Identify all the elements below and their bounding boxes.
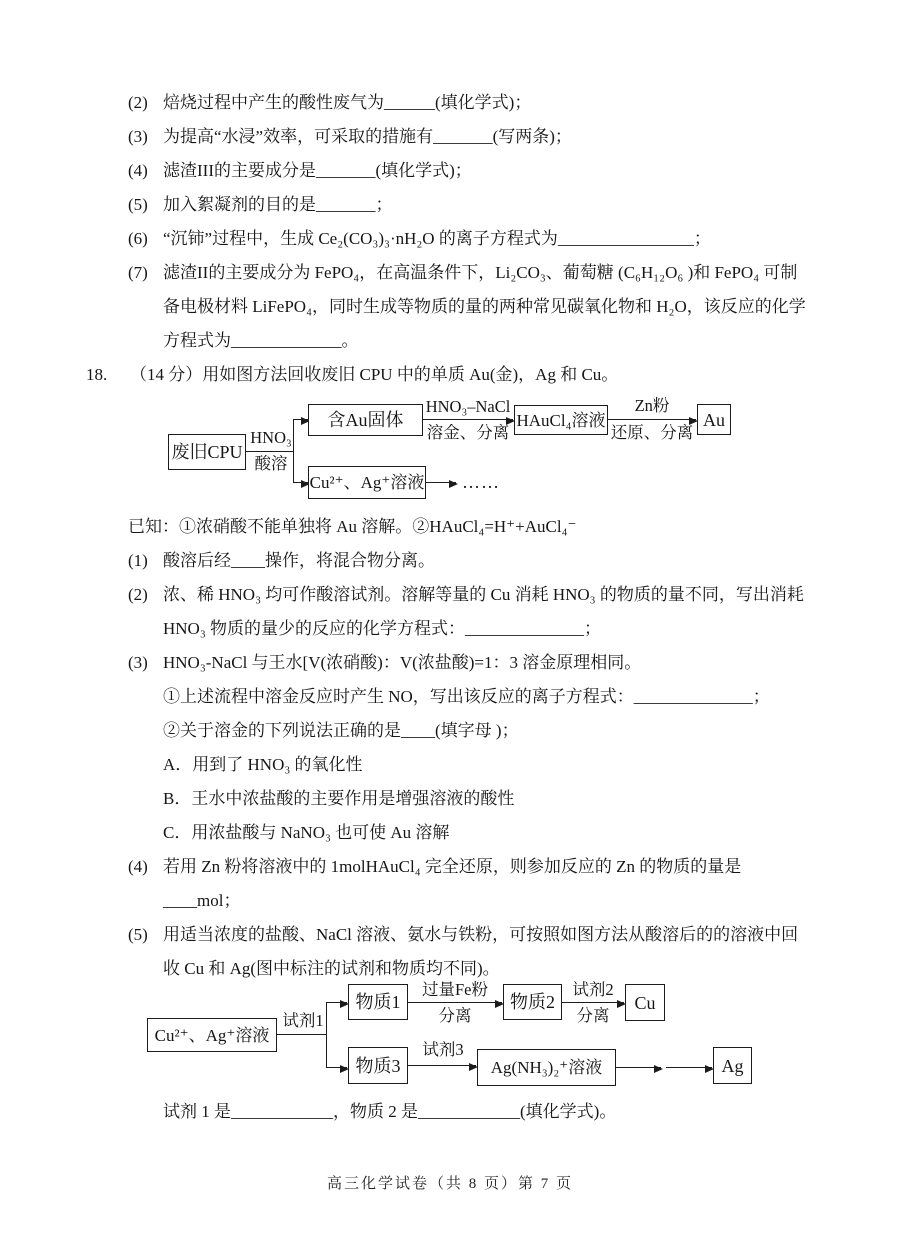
flow-arrow xyxy=(423,419,513,420)
branch-line xyxy=(326,1002,327,1068)
label-reagent-2: 试剂2 xyxy=(572,980,614,999)
label-ellipsis: …… xyxy=(462,472,500,492)
q17-item-4 xyxy=(128,154,812,188)
label-separate-2: 分离 xyxy=(576,1006,610,1025)
q18-option-b: B．王水中浓盐酸的主要作用是增强溶液的酸性 xyxy=(163,789,515,808)
known-facts-line: 已知：①浓硝酸不能单独将 Au 溶解。②HAuCl₄=H⁺+AuCl₄⁻ xyxy=(128,517,577,536)
label-zn-powder: Zn粉 xyxy=(634,396,670,415)
item-number: (2) xyxy=(128,93,148,112)
item-number: (5) xyxy=(128,925,148,944)
cu-ag-recovery-flowchart xyxy=(0,980,900,1095)
label-acid-dissolve: 酸溶 xyxy=(254,454,288,473)
q18-heading xyxy=(86,358,812,392)
q18-item-3 xyxy=(128,646,812,680)
item-text: 焙烧过程中产生的酸性废气为______(填化学式)； xyxy=(163,93,532,112)
box-au: Au xyxy=(697,404,731,435)
flow-arrow xyxy=(326,1067,347,1068)
item-text: HNO₃-NaCl 与王水[V(浓硝酸)：V(浓盐酸)=1：3 溶金原理相同。 xyxy=(163,653,642,672)
item-number: (4) xyxy=(128,161,148,180)
q18-item-4 xyxy=(128,850,812,918)
item-number: (6) xyxy=(128,229,148,248)
page-content xyxy=(86,86,812,1129)
flow-arrow xyxy=(616,1067,661,1068)
item-text: 滤渣III的主要成分是_______(填化学式)； xyxy=(163,161,472,180)
q18-intro-text: （14 分）用如图方法回收废旧 CPU 中的单质 Au(金)，Ag 和 Cu。 xyxy=(130,365,619,384)
item-text: 滤渣II的主要成分为 FePO₄，在高温条件下，Li₂CO₃、葡萄糖 (C₆H₁₂O₆ )和 FePO₄ 可制备电极材料 LiFePO₄，同时生成等物质的量的两种常见碳氧化物和 H₂O，该反应的化学方程式为_____________。 xyxy=(163,263,806,350)
box-waste-cpu: 废旧CPU xyxy=(168,434,246,470)
connector-line xyxy=(246,451,294,452)
box-cu: Cu xyxy=(625,984,665,1021)
flow-arrow xyxy=(426,482,456,483)
label-dissolve-gold-separate: 溶金、分离 xyxy=(426,423,510,442)
label-reagent-1: 试剂1 xyxy=(282,1011,324,1030)
q18-sub-circle2: ②关于溶金的下列说法正确的是____(填字母 )； xyxy=(163,721,519,740)
label-separate-1: 分离 xyxy=(438,1006,472,1025)
label-reduce-separate: 还原、分离 xyxy=(610,423,694,442)
box-au-solid: 含Au固体 xyxy=(308,404,423,436)
flow-arrow xyxy=(666,1067,712,1068)
item-number: (3) xyxy=(128,653,148,672)
label-hno3-nacl: HNO₃–NaCl xyxy=(425,397,511,416)
q17-item-2 xyxy=(128,86,812,120)
item-text: 为提高“水浸”效率，可采取的措施有_______(写两条)； xyxy=(163,127,572,146)
q18-item-2 xyxy=(128,578,812,646)
q18-item-5 xyxy=(128,918,812,986)
q17-item-5 xyxy=(128,188,812,222)
item-text: “沉铈”过程中，生成 Ce₂(CO₃)₃·nH₂O 的离子方程式为________________； xyxy=(163,229,711,248)
item-text: 酸溶后经____操作，将混合物分离。 xyxy=(163,551,435,570)
item-text: 加入絮凝剂的目的是_______； xyxy=(163,195,393,214)
q17-item-6 xyxy=(128,222,812,256)
item-number: (1) xyxy=(128,551,148,570)
q18-number: 18. xyxy=(86,365,108,384)
item-number: (7) xyxy=(128,263,148,282)
flow-arrow xyxy=(293,482,308,483)
label-reagent-3: 试剂3 xyxy=(422,1040,464,1059)
box-substance-1: 物质1 xyxy=(348,984,408,1020)
item-text: 用适当浓度的盐酸、NaCl 溶液、氨水与铁粉，可按照如图方法从酸溶后的的溶液中回收 Cu 和 Ag(图中标注的试剂和物质均不同)。 xyxy=(163,925,799,978)
cpu-recovery-flowchart xyxy=(0,392,900,510)
item-number: (4) xyxy=(128,857,148,876)
closing-line: 试剂 1 是____________，物质 2 是____________(填化学式)。 xyxy=(163,1102,617,1121)
item-text: 浓、稀 HNO₃ 均可作酸溶试剂。溶解等量的 Cu 消耗 HNO₃ 的物质的量不同，写出消耗 HNO₃ 物质的量少的反应的化学方程式：______________； xyxy=(163,585,804,638)
page-footer: 高三化学试卷（共 8 页）第 7 页 xyxy=(326,1176,573,1192)
item-number: (3) xyxy=(128,127,148,146)
flow-arrow xyxy=(408,1002,502,1003)
q18-option-c: C．用浓盐酸与 NaNO₃ 也可使 Au 溶解 xyxy=(163,823,450,842)
q17-item-7 xyxy=(128,256,812,358)
box-substance-3: 物质3 xyxy=(348,1047,408,1084)
box-substance-2: 物质2 xyxy=(503,984,562,1020)
box-haucl4-solution: HAuCl₄溶液 xyxy=(514,405,608,435)
q17-item-3 xyxy=(128,120,812,154)
q18-option-a: A．用到了 HNO₃ 的氧化性 xyxy=(163,755,363,774)
box-ag: Ag xyxy=(713,1047,752,1084)
q18-item-1 xyxy=(128,544,812,578)
box-cu-ag-solution: Cu²⁺、Ag⁺溶液 xyxy=(308,466,426,499)
flow-arrow xyxy=(293,419,308,420)
box-cu-ag-solution-2: Cu²⁺、Ag⁺溶液 xyxy=(147,1018,277,1052)
flow-arrow xyxy=(608,419,696,420)
label-excess-fe-powder: 过量Fe粉 xyxy=(422,980,488,999)
flow-arrow xyxy=(326,1002,347,1003)
label-hno3: HNO₃ xyxy=(250,428,292,447)
flow-arrow xyxy=(408,1065,476,1066)
item-number: (5) xyxy=(128,195,148,214)
item-number: (2) xyxy=(128,585,148,604)
box-silver-ammine-solution: Ag(NH₃)₂⁺溶液 xyxy=(477,1049,616,1086)
connector-line xyxy=(277,1034,327,1035)
flow-arrow xyxy=(562,1002,624,1003)
item-text: 若用 Zn 粉将溶液中的 1molHAuCl₄ 完全还原，则参加反应的 Zn 的物质的量是____mol； xyxy=(163,857,742,910)
branch-line xyxy=(293,419,294,482)
q18-sub-circle1: ①上述流程中溶金反应时产生 NO，写出该反应的离子方程式：______________； xyxy=(163,687,770,706)
